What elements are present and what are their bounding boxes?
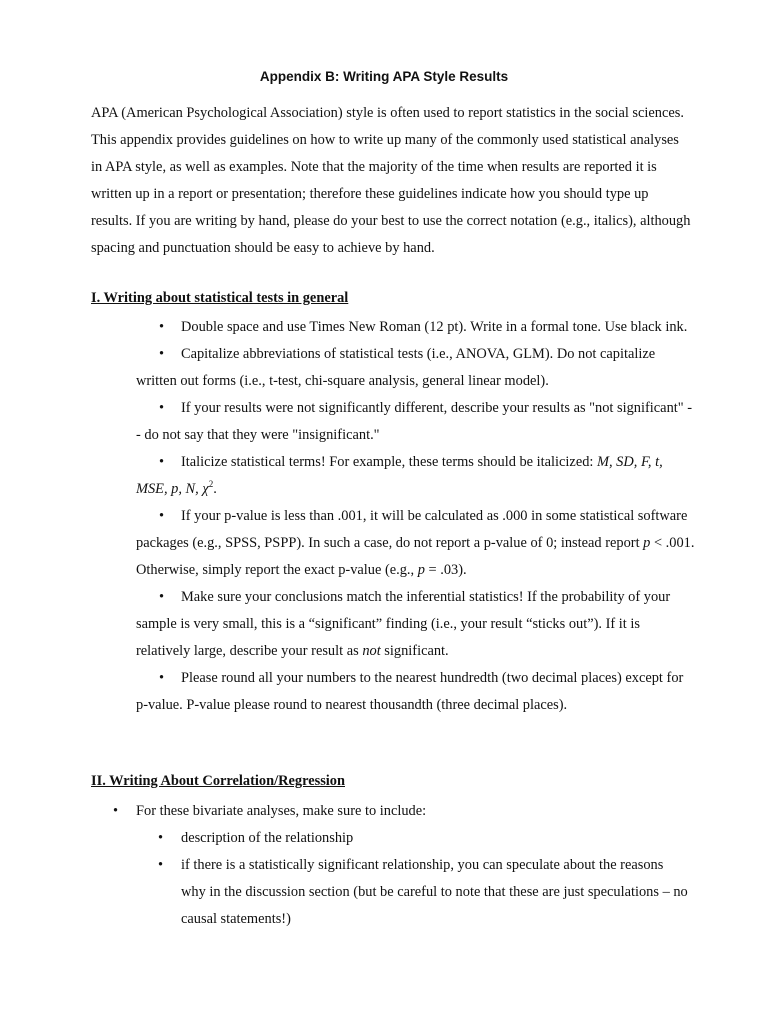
page-title: Appendix B: Writing APA Style Results bbox=[259, 69, 509, 84]
list-item bbox=[136, 665, 696, 719]
bullet-icon: • bbox=[158, 857, 164, 873]
list-item bbox=[136, 503, 696, 584]
italic-terms: M, SD, F, t, MSE, p, N, χ bbox=[136, 454, 663, 497]
section-1-list bbox=[136, 314, 696, 719]
list-item-text: Capitalize abbreviations of statistical tests (i.e., ANOVA, GLM). Do not capitalize written out forms (i.e., t-test, chi-square analysis, general linear model). bbox=[136, 346, 656, 389]
list-item-text: Please round all your numbers to the nearest hundredth (two decimal places) except for p-value. P-value please round to nearest thousandth (three decimal places). bbox=[136, 670, 684, 713]
list-item-text: Double space and use Times New Roman (12 pt). Write in a formal tone. Use black ink. bbox=[181, 319, 688, 335]
superscript: 2 bbox=[208, 479, 214, 490]
sub-list-item-text: if there is a statistically significant relationship, you can speculate about the reasons why in the discussion section (but be careful to note that these are just speculations – no causal statements!) bbox=[181, 857, 688, 927]
sub-list-item bbox=[136, 825, 691, 852]
sub-list-item-text: description of the relationship bbox=[181, 830, 354, 846]
list-item-text: If your p-value is less than .001, it will be calculated as .000 in some statistical software packages (e.g., SPSS, PSPP). In such a case, do not report a p-value of 0; instead report bbox=[136, 508, 688, 551]
list-item bbox=[136, 449, 696, 503]
list-item bbox=[136, 395, 696, 449]
sub-list-item bbox=[136, 852, 691, 933]
list-item-text-end: significant. bbox=[380, 643, 449, 659]
list-item bbox=[136, 341, 696, 395]
bullet-icon: • bbox=[159, 346, 165, 362]
bullet-icon: • bbox=[159, 454, 165, 470]
bullet-icon: • bbox=[159, 319, 165, 335]
list-item-text-end: = .03). bbox=[424, 562, 467, 578]
sub-list bbox=[136, 825, 691, 933]
italic-p: p bbox=[643, 535, 651, 551]
bullet-icon: • bbox=[113, 803, 119, 819]
list-item-text-mid: < .001. Otherwise, simply report the exact p-value (e.g., bbox=[136, 535, 695, 578]
italic-p: p bbox=[417, 562, 425, 578]
bullet-icon: • bbox=[158, 830, 164, 846]
bullet-icon: • bbox=[159, 670, 165, 686]
bullet-icon: • bbox=[159, 589, 165, 605]
bullet-icon: • bbox=[159, 400, 165, 416]
list-item-text: For these bivariate analyses, make sure to include: bbox=[136, 803, 427, 819]
italic-not: not bbox=[362, 643, 381, 659]
section-2-list bbox=[91, 798, 691, 933]
list-item bbox=[91, 798, 691, 933]
list-item-text: Make sure your conclusions match the inferential statistics! If the probability of your sample is very small, this is a “significant” finding (i.e., your result “sticks out”). If it is relatively large, describe your result as bbox=[136, 589, 671, 659]
list-item-text-end: . bbox=[213, 481, 217, 497]
bullet-icon: • bbox=[159, 508, 165, 524]
intro-paragraph: APA (American Psychological Association) style is often used to report statistics in the social sciences. This appendix provides guidelines on how to write up many of the commonly used statistical analyses in APA style, as well as examples. Note that the majority of the time when results are reported it is written up in a report or presentation; therefore these guidelines indicate how you should type up results. If you are writing by hand, please do your best to use the correct notation (e.g., italics), although spacing and punctuation should be easy to achieve by hand. bbox=[91, 105, 691, 256]
list-item bbox=[136, 314, 696, 341]
list-item-text: Italicize statistical terms! For example, these terms should be italicized: bbox=[181, 454, 597, 470]
section-1-heading: I. Writing about statistical tests in general bbox=[91, 290, 349, 306]
list-item-text: If your results were not significantly different, describe your results as "not significant" -- do not say that they were "insignificant." bbox=[136, 400, 693, 443]
list-item bbox=[136, 584, 696, 665]
section-2-heading: II. Writing About Correlation/Regression bbox=[91, 773, 345, 789]
